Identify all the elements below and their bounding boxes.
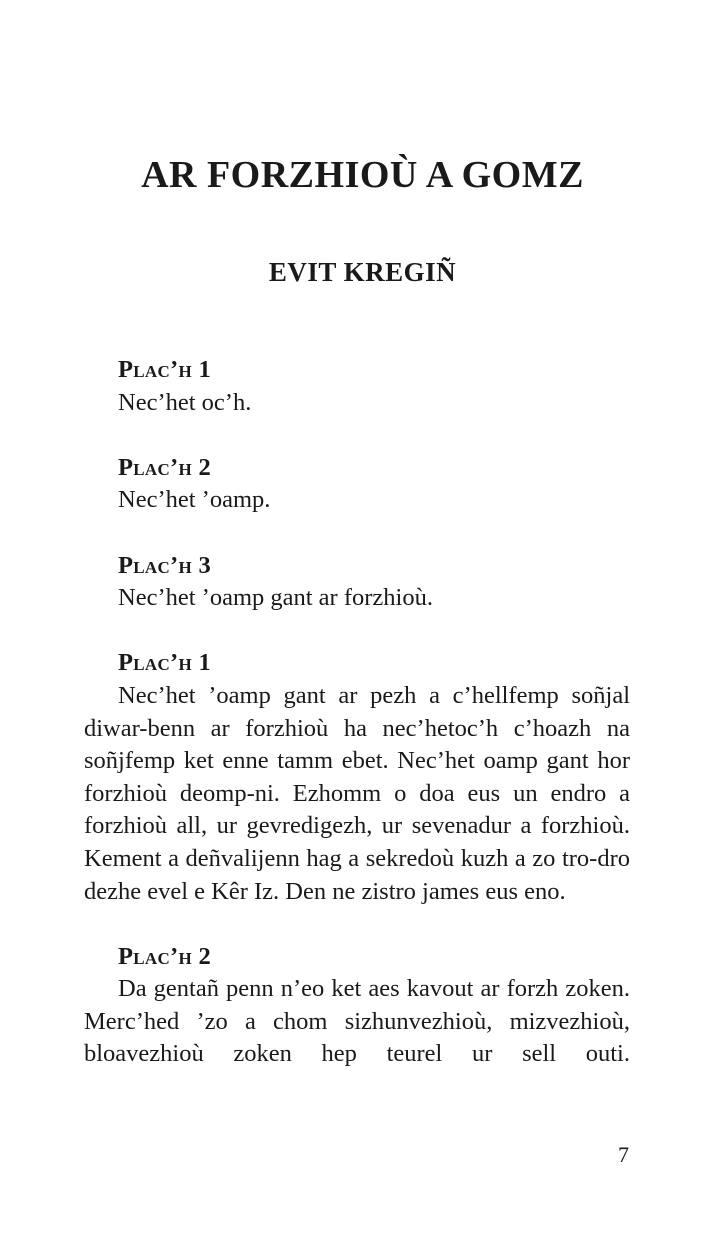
dialogue-body xyxy=(84,354,630,1104)
dialogue-line: Nec’het ’oamp. xyxy=(118,486,271,514)
speaker-name: Plac’h 1 xyxy=(118,356,212,383)
speaker-name: Plac’h 1 xyxy=(118,649,212,677)
speaker-name: Plac’h 3 xyxy=(118,551,212,579)
dialogue-block xyxy=(84,550,630,615)
dialogue-block xyxy=(84,452,630,517)
chapter-title: AR FORZHIOÙ A GOMZ xyxy=(141,154,584,196)
dialogue-line: Nec’het ’oamp gant ar forzhioù. xyxy=(118,584,433,612)
dialogue-paragraph: Da gentañ penn n’eo ket aes kavout ar forzh zoken. Merc’hed ’zo a chom sizhunvezhioù, mizvezhioù, bloavezhioù zoken hep teurel ur sell outi. xyxy=(84,975,630,1068)
dialogue-block xyxy=(84,647,630,908)
dialogue-line: Nec’het oc’h. xyxy=(118,388,252,416)
dialogue-block xyxy=(84,354,630,419)
dialogue-paragraph: Nec’het ’oamp gant ar pezh a c’hellfemp soñjal diwar-benn ar forzhioù ha nec’hetoc’h c’hoazh na soñjfemp ket enne tamm ebet. Nec’het oamp gant hor forzhioù deomp-ni. Ezhomm o doa eus un endro a forzhioù all, ur gevredigezh, ur sevenadur a forzhioù. Kement a deñvalijenn hag a sekredoù kuzh a zo tro-dro dezhe evel e Kêr Iz. Den ne zistro james eus eno. xyxy=(84,681,630,905)
speaker-name: Plac’h 2 xyxy=(118,453,212,481)
page-number: 7 xyxy=(618,1142,629,1167)
dialogue-block xyxy=(84,941,630,1071)
speaker-name: Plac’h 2 xyxy=(118,942,212,970)
chapter-subtitle: EVIT KREGIÑ xyxy=(268,257,457,287)
